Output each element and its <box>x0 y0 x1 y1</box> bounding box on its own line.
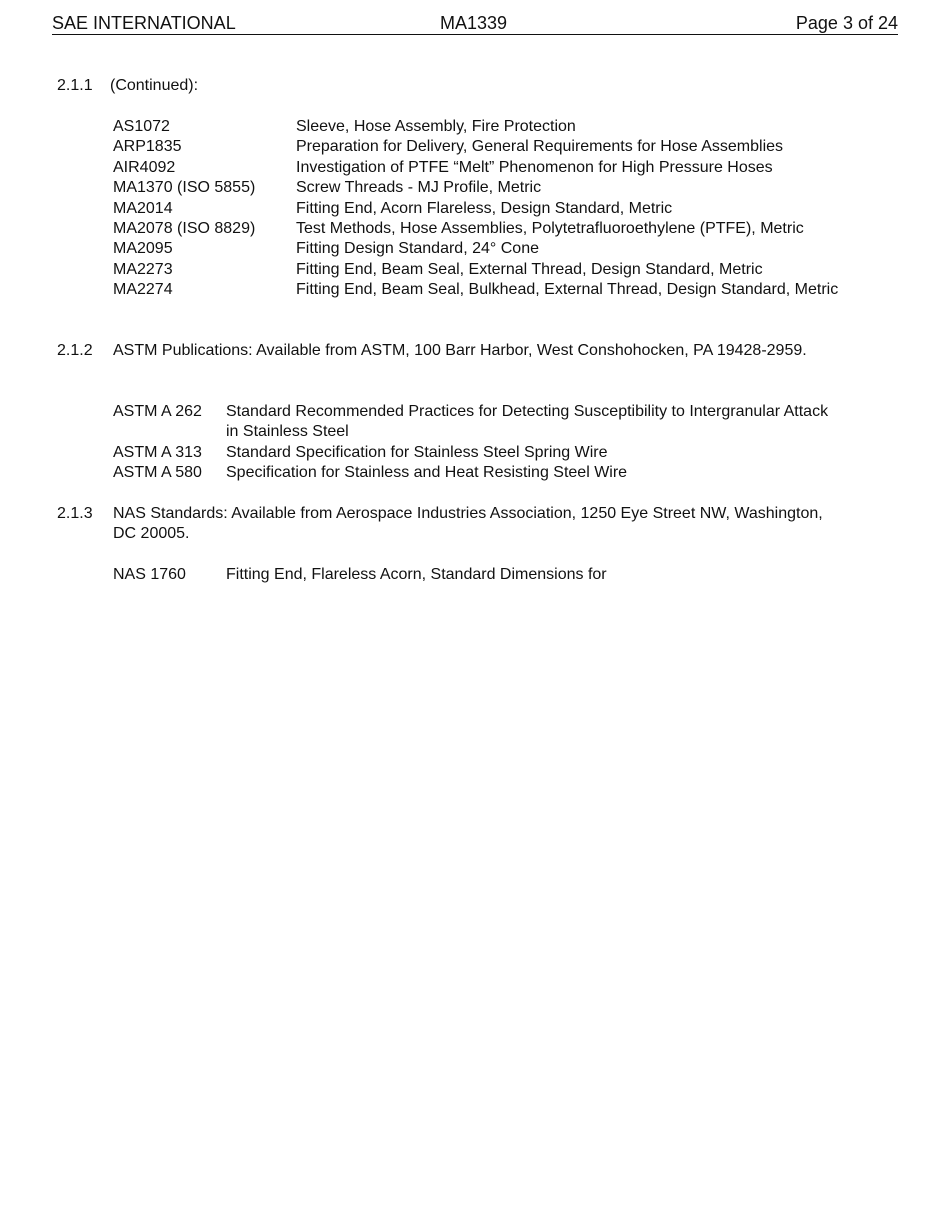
reference-row <box>113 402 836 443</box>
reference-code: MA2273 <box>113 260 173 278</box>
header-page-number: Page 3 of 24 <box>795 13 898 33</box>
reference-code: MA2014 <box>113 199 173 217</box>
reference-code: NAS 1760 <box>113 566 186 583</box>
section-number: 2.1.2 <box>57 342 93 359</box>
reference-code: MA2274 <box>113 281 173 299</box>
reference-description: Fitting End, Beam Seal, External Thread, Design Standard, Metric <box>296 260 763 278</box>
reference-row <box>113 199 856 219</box>
reference-code: ASTM A 313 <box>113 443 202 461</box>
reference-description: Sleeve, Hose Assembly, Fire Protection <box>296 118 576 135</box>
section-number: 2.1.1 <box>57 77 93 94</box>
reference-code: MA2095 <box>113 240 173 258</box>
reference-description: Fitting End, Flareless Acorn, Standard Dimensions for <box>226 566 607 583</box>
reference-row <box>113 239 856 259</box>
section-title: (Continued): <box>110 77 199 94</box>
reference-description: Test Methods, Hose Assemblies, Polytetrafluoroethylene (PTFE), Metric <box>296 220 804 238</box>
reference-description: Standard Recommended Practices for Detecting Susceptibility to Intergranular Attack in Stainless Steel <box>226 403 829 441</box>
section-title: NAS Standards: Available from Aerospace Industries Association, 1250 Eye Street NW, Washington, DC 20005. <box>113 505 823 543</box>
reference-description: Specification for Stainless and Heat Resisting Steel Wire <box>226 464 628 482</box>
reference-code: ASTM A 580 <box>113 464 202 482</box>
reference-row <box>113 117 856 137</box>
reference-description: Preparation for Delivery, General Requirements for Hose Assemblies <box>296 138 784 156</box>
header-document-number: MA1339 <box>440 13 508 33</box>
reference-list <box>113 565 836 585</box>
reference-row <box>113 219 856 239</box>
reference-description: Standard Specification for Stainless Steel Spring Wire <box>226 443 608 461</box>
reference-code: MA2078 (ISO 8829) <box>113 220 256 238</box>
reference-list <box>113 117 856 301</box>
reference-row <box>113 443 836 463</box>
reference-description: Fitting End, Acorn Flareless, Design Standard, Metric <box>296 199 673 217</box>
page-header <box>52 13 898 35</box>
reference-code: ASTM A 262 <box>113 403 202 420</box>
reference-description: Fitting End, Beam Seal, Bulkhead, External Thread, Design Standard, Metric <box>296 281 839 299</box>
section-number: 2.1.3 <box>57 505 93 522</box>
reference-code: AIR4092 <box>113 158 176 176</box>
reference-row <box>113 158 856 178</box>
reference-row <box>113 178 856 198</box>
reference-row <box>113 137 856 157</box>
reference-row <box>113 280 856 300</box>
reference-code: AS1072 <box>113 118 170 135</box>
reference-description: Screw Threads - MJ Profile, Metric <box>296 179 542 197</box>
reference-code: MA1370 (ISO 5855) <box>113 179 256 197</box>
section-title: ASTM Publications: Available from ASTM, 100 Barr Harbor, West Conshohocken, PA 19428-2959. <box>113 342 807 359</box>
reference-row <box>113 463 836 483</box>
header-organization: SAE INTERNATIONAL <box>52 13 236 33</box>
reference-description: Fitting Design Standard, 24° Cone <box>296 240 539 258</box>
reference-description: Investigation of PTFE “Melt” Phenomenon for High Pressure Hoses <box>296 158 773 176</box>
reference-row <box>113 260 856 280</box>
reference-code: ARP1835 <box>113 138 182 156</box>
reference-list <box>113 402 836 484</box>
reference-row <box>113 565 836 585</box>
